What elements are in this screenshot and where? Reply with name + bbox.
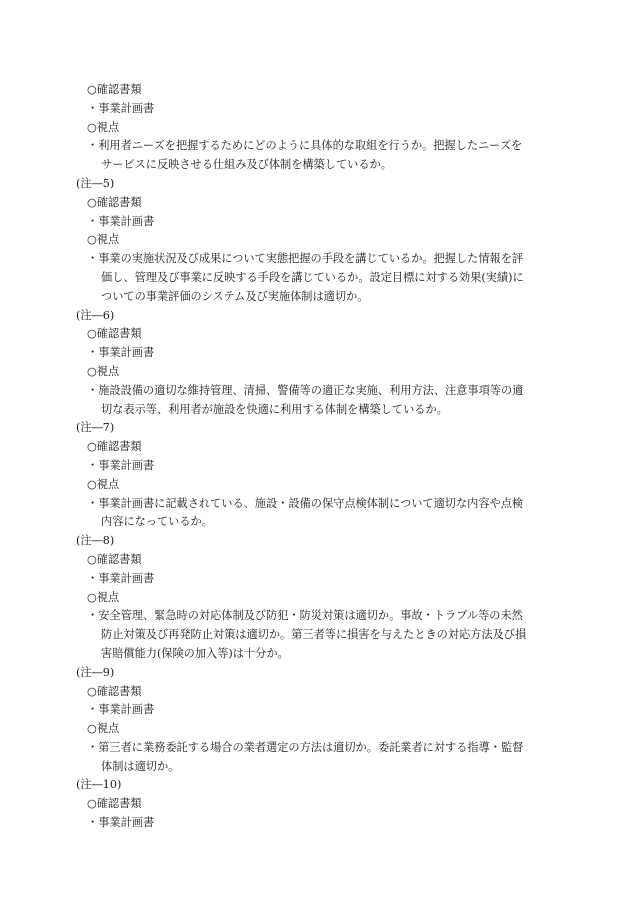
section-marker: ○確認書類: [87, 440, 142, 454]
section-marker: ○視点: [87, 364, 120, 378]
bullet-item: ・事業計画書: [87, 101, 155, 115]
bullet-continuation: 価し、管理及び事業に反映する手段を講じているか。設定目標に対する効果(実績)に: [101, 270, 524, 284]
note-heading: (注―6): [76, 308, 115, 322]
bullet-continuation: サービスに反映させる仕組み及び体制を構築しているか。: [101, 158, 392, 172]
note-heading: (注―9): [76, 665, 115, 679]
section-marker: ○視点: [87, 722, 120, 736]
section-marker: ○確認書類: [87, 327, 142, 341]
bullet-continuation: ついての事業評価のシステム及び実施体制は適切か。: [101, 289, 369, 303]
bullet-item: ・第三者に業務委託する場合の業者選定の方法は適切か。委託業者に対する指導・監督: [87, 740, 524, 754]
bullet-item: ・施設設備の適切な維持管理、清掃、警備等の適正な実施、利用方法、注意事項等の適: [87, 383, 524, 397]
section-marker: ○視点: [87, 477, 120, 491]
bullet-continuation: 害賠償能力(保険の加入等)は十分か。: [101, 646, 289, 660]
note-heading: (注―5): [76, 176, 115, 190]
section-marker: ○視点: [87, 590, 120, 604]
section-marker: ○確認書類: [87, 797, 142, 811]
bullet-item: ・利用者ニーズを把握するためにどのように具体的な取組を行うか。把握したニーズを: [87, 139, 523, 153]
bullet-item: ・事業の実施状況及び成果について実態把握の手段を講じているか。把握した情報を評: [87, 252, 524, 266]
bullet-item: ・事業計画書: [87, 458, 155, 472]
bullet-continuation: 体制は適切か。: [101, 759, 180, 773]
section-marker: ○視点: [87, 120, 120, 134]
bullet-item: ・事業計画書: [87, 214, 155, 228]
bullet-continuation: 内容になっているか。: [101, 515, 213, 529]
section-marker: ○確認書類: [87, 552, 142, 566]
section-marker: ○確認書類: [87, 195, 142, 209]
section-marker: ○確認書類: [87, 83, 142, 96]
bullet-item: ・事業計画書: [87, 703, 155, 717]
note-heading: (注―8): [76, 534, 115, 548]
bullet-item: ・事業計画書に記載されている、施設・設備の保守点検体制について適切な内容や点検: [87, 496, 524, 510]
bullet-item: ・安全管理、緊急時の対応体制及び防犯・防災対策は適切か。事故・トラブル等の未然: [87, 609, 523, 623]
bullet-item: ・事業計画書: [87, 571, 155, 585]
bullet-continuation: 防止対策及び再発防止対策は適切か。第三者等に損害を与えたときの対応方法及び損: [101, 628, 527, 642]
section-marker: ○視点: [87, 233, 120, 247]
bullet-item: ・事業計画書: [87, 816, 155, 830]
note-heading: (注―7): [76, 421, 115, 435]
bullet-continuation: 切な表示等、利用者が施設を快適に利用する体制を構築しているか。: [101, 402, 448, 416]
document-body: [76, 81, 562, 833]
note-heading: (注―10): [76, 778, 122, 792]
section-marker: ○確認書類: [87, 684, 142, 698]
bullet-item: ・事業計画書: [87, 346, 155, 360]
